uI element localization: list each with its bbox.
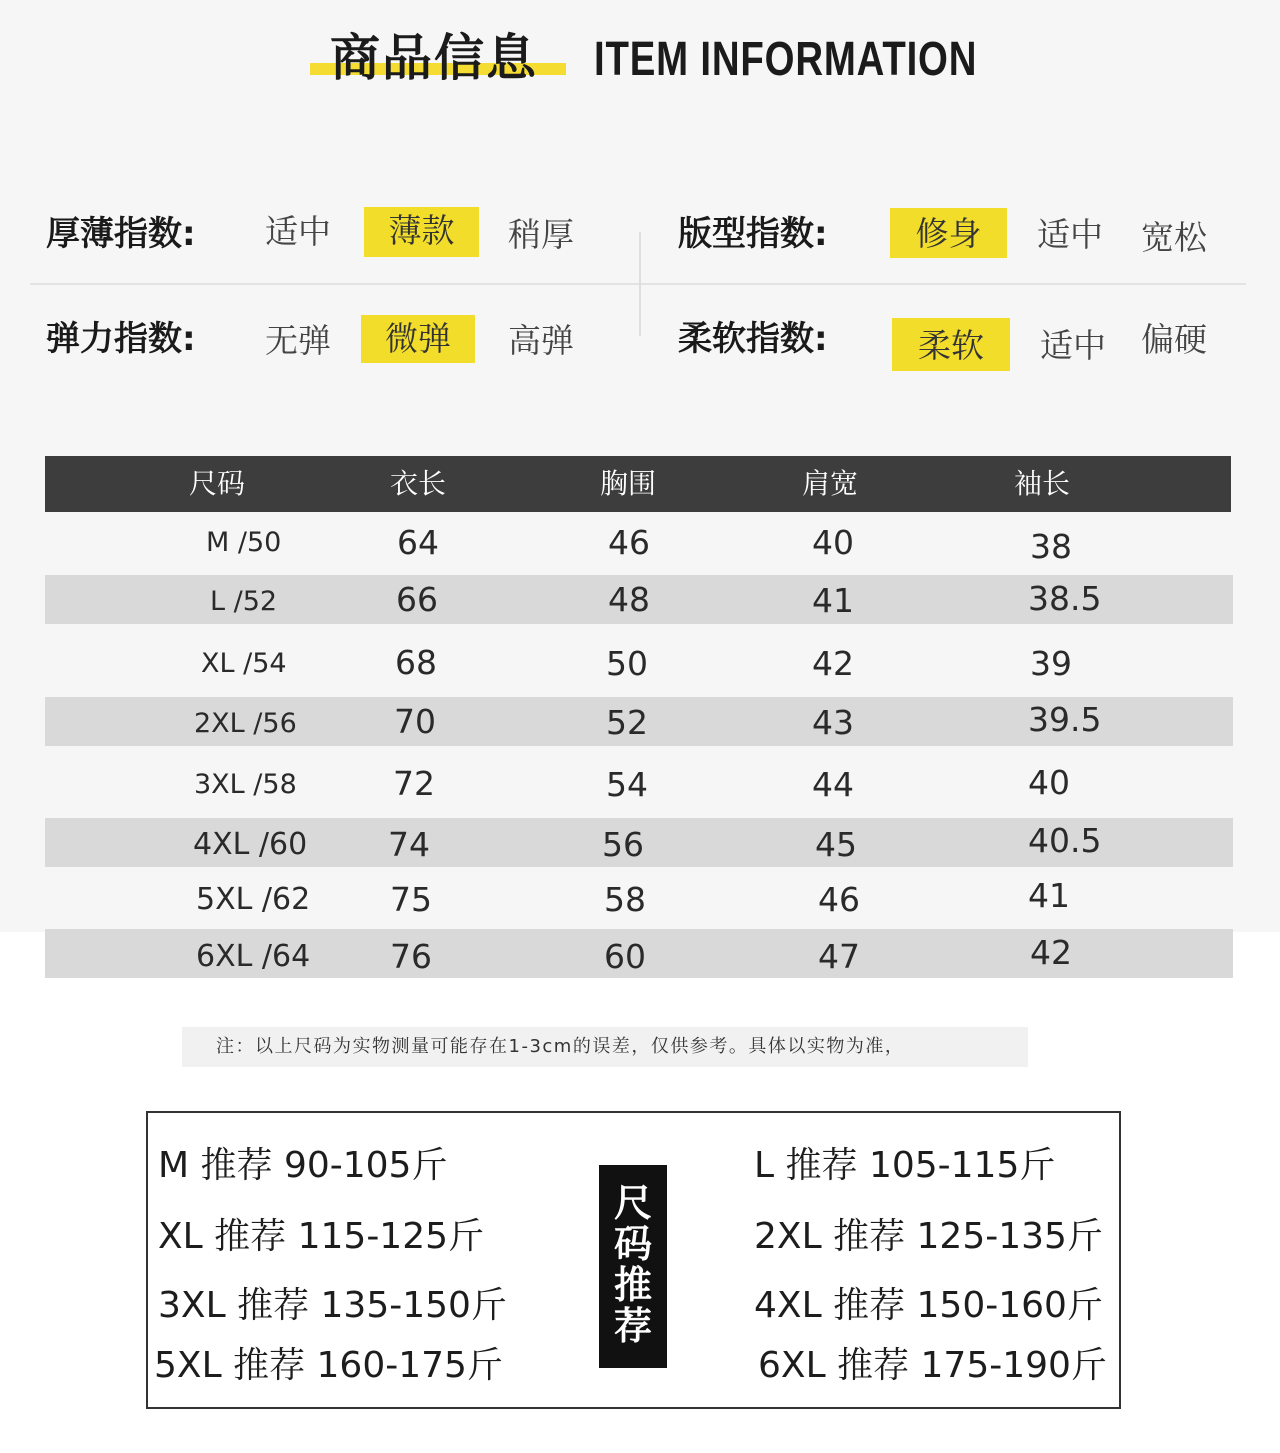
fit-option-slim-selected: 修身 xyxy=(890,208,1007,258)
recommendation-6xl: 6XL 推荐 175-190斤 xyxy=(758,1345,1107,1386)
recommendation-xl: XL 推荐 115-125斤 xyxy=(158,1216,485,1257)
cell-chest: 58 xyxy=(604,880,646,919)
cell-length: 64 xyxy=(397,523,439,562)
badge-char: 码 xyxy=(613,1222,652,1266)
cell-chest: 52 xyxy=(606,703,648,742)
cell-length: 66 xyxy=(396,580,438,619)
header-size: 尺码 xyxy=(189,467,246,500)
cell-sleeve: 38 xyxy=(1030,527,1072,566)
elasticity-option-slight-selected: 微弹 xyxy=(361,315,475,363)
header-shoulder: 肩宽 xyxy=(802,467,859,500)
cell-sleeve: 42 xyxy=(1030,933,1072,972)
cell-shoulder: 41 xyxy=(812,581,854,620)
cell-chest: 54 xyxy=(606,765,648,804)
cell-size: 4XL /60 xyxy=(193,827,308,862)
fit-option-loose: 宽松 xyxy=(1141,218,1207,257)
cell-length: 75 xyxy=(390,880,432,919)
cell-size: L /52 xyxy=(210,586,278,617)
thickness-label: 厚薄指数: xyxy=(46,214,196,254)
cell-shoulder: 43 xyxy=(812,703,854,742)
header-length: 衣长 xyxy=(390,467,447,500)
softness-label: 柔软指数: xyxy=(678,319,828,359)
cell-length: 68 xyxy=(395,643,437,682)
indices-divider-vertical xyxy=(639,232,641,336)
thickness-option-medium: 适中 xyxy=(265,212,331,251)
recommendation-3xl: 3XL 推荐 135-150斤 xyxy=(158,1285,507,1326)
header-title-en: ITEM INFORMATION xyxy=(594,33,978,86)
thickness-option-thin-selected: 薄款 xyxy=(364,207,479,257)
indices-divider-horizontal xyxy=(30,283,1246,285)
cell-size: 2XL /56 xyxy=(194,708,297,739)
section-header xyxy=(0,20,1280,90)
fit-option-regular: 适中 xyxy=(1037,215,1103,254)
cell-chest: 48 xyxy=(608,580,650,619)
badge-char: 推 xyxy=(613,1263,652,1307)
cell-chest: 56 xyxy=(602,825,644,864)
header-title-cn: 商品信息 xyxy=(330,29,538,87)
elasticity-label: 弹力指数: xyxy=(46,319,196,359)
badge-char: 尺 xyxy=(613,1181,652,1225)
cell-length: 74 xyxy=(388,825,430,864)
recommendation-4xl: 4XL 推荐 150-160斤 xyxy=(754,1285,1103,1326)
cell-size: XL /54 xyxy=(201,648,287,679)
cell-size: M /50 xyxy=(206,527,282,558)
recommendation-5xl: 5XL 推荐 160-175斤 xyxy=(154,1345,503,1386)
cell-sleeve: 39 xyxy=(1030,644,1072,683)
cell-sleeve: 40.5 xyxy=(1028,821,1102,860)
cell-size: 3XL /58 xyxy=(194,769,297,800)
softness-option-stiff: 偏硬 xyxy=(1141,320,1207,359)
cell-size: 6XL /64 xyxy=(196,939,311,974)
elasticity-option-high: 高弹 xyxy=(508,321,574,360)
cell-shoulder: 47 xyxy=(818,937,860,976)
header-sleeve: 袖长 xyxy=(1014,467,1071,500)
badge-char: 荐 xyxy=(613,1304,652,1348)
thickness-option-thick: 稍厚 xyxy=(508,215,574,254)
cell-sleeve: 38.5 xyxy=(1028,579,1102,618)
cell-length: 72 xyxy=(393,764,435,803)
recommendation-l: L 推荐 105-115斤 xyxy=(754,1145,1056,1186)
cell-sleeve: 41 xyxy=(1028,876,1070,915)
cell-shoulder: 45 xyxy=(815,825,857,864)
cell-chest: 46 xyxy=(608,523,650,562)
cell-sleeve: 39.5 xyxy=(1028,700,1102,739)
cell-shoulder: 40 xyxy=(812,523,854,562)
cell-shoulder: 44 xyxy=(812,765,854,804)
cell-chest: 50 xyxy=(606,644,648,683)
cell-length: 76 xyxy=(390,937,432,976)
table-header xyxy=(45,456,1231,512)
measurement-note: 注：以上尺码为实物测量可能存在1-3cm的误差，仅供参考。具体以实物为准， xyxy=(216,1036,905,1057)
cell-chest: 60 xyxy=(604,937,646,976)
softness-option-medium: 适中 xyxy=(1040,326,1106,365)
softness-option-soft-selected: 柔软 xyxy=(892,318,1010,371)
recommendation-2xl: 2XL 推荐 125-135斤 xyxy=(754,1216,1103,1257)
size-recommendation-badge xyxy=(599,1165,667,1368)
fit-label: 版型指数: xyxy=(678,214,828,254)
cell-size: 5XL /62 xyxy=(196,882,311,917)
header-chest: 胸围 xyxy=(600,467,657,500)
cell-length: 70 xyxy=(394,702,436,741)
cell-sleeve: 40 xyxy=(1028,763,1070,802)
recommendation-m: M 推荐 90-105斤 xyxy=(158,1145,448,1186)
cell-shoulder: 46 xyxy=(818,880,860,919)
cell-shoulder: 42 xyxy=(812,644,854,683)
elasticity-option-none: 无弹 xyxy=(265,321,331,360)
